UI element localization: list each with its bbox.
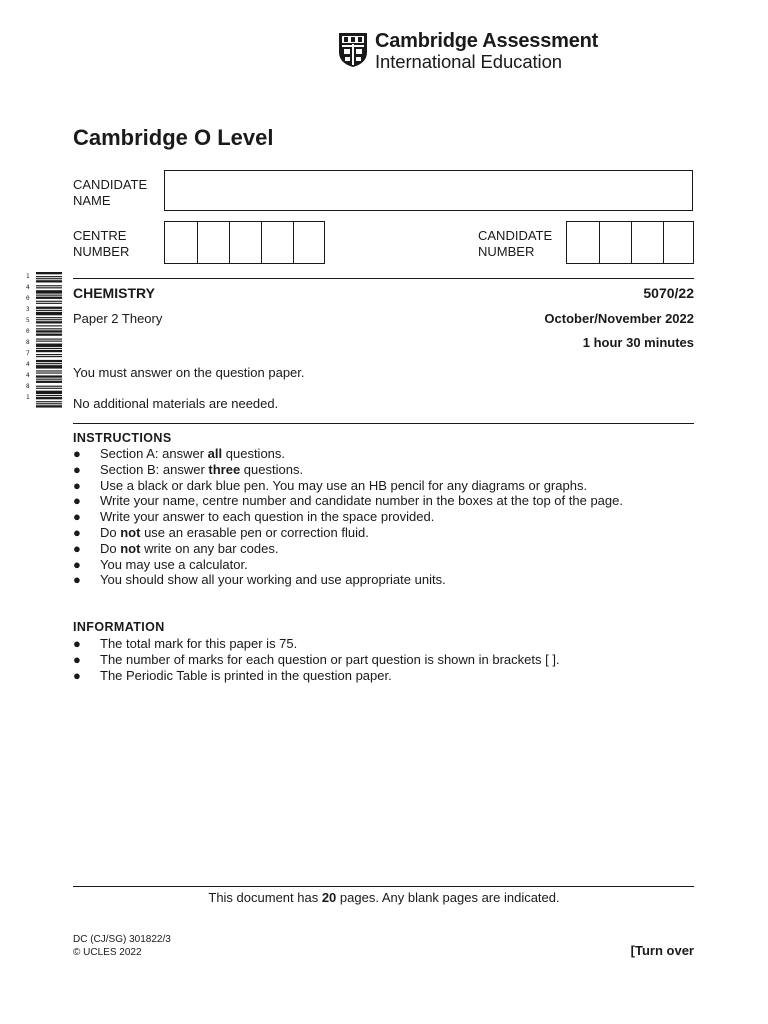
barcode-bar bbox=[36, 360, 62, 362]
list-item: ● The Periodic Table is printed in the question paper. bbox=[73, 667, 392, 683]
exam-duration: 1 hour 30 minutes bbox=[582, 335, 694, 350]
barcode-digit: 0 bbox=[26, 328, 30, 335]
barcode-bar bbox=[36, 401, 62, 402]
barcode-bar bbox=[36, 301, 62, 302]
answer-note: You must answer on the question paper. bbox=[73, 365, 305, 380]
barcode-bar bbox=[36, 379, 62, 380]
cambridge-crest-icon bbox=[338, 32, 368, 68]
digit-box[interactable] bbox=[262, 222, 294, 263]
barcode-bar bbox=[36, 356, 62, 357]
barcode-bar bbox=[36, 278, 62, 279]
list-item: ● You may use a calculator. bbox=[73, 556, 248, 572]
list-item: ● Write your name, centre number and candidate number in the boxes at the top of the page. bbox=[73, 493, 623, 509]
list-item: ● You should show all your working and use appropriate units. bbox=[73, 572, 446, 588]
paper-code: 5070/22 bbox=[643, 285, 694, 301]
digit-box[interactable] bbox=[198, 222, 230, 263]
barcode-bar bbox=[36, 319, 62, 320]
barcode-bar bbox=[36, 381, 62, 383]
digit-box[interactable] bbox=[600, 222, 632, 263]
list-item: ● Do not write on any bar codes. bbox=[73, 540, 279, 556]
instructions-heading: INSTRUCTIONS bbox=[73, 431, 172, 445]
list-item: ● The number of marks for each question or part question is shown in brackets [ ]. bbox=[73, 651, 560, 667]
barcode-bar bbox=[36, 365, 62, 368]
digit-box[interactable] bbox=[230, 222, 262, 263]
barcode-bar bbox=[36, 330, 62, 332]
candidate-number-field[interactable] bbox=[566, 221, 694, 264]
digit-box[interactable] bbox=[632, 222, 664, 263]
barcode-bar bbox=[36, 372, 62, 373]
list-item: ● Section B: answer three questions. bbox=[73, 461, 304, 477]
digit-box[interactable] bbox=[567, 222, 600, 263]
barcode-bar bbox=[36, 285, 62, 286]
barcode-bar bbox=[36, 348, 62, 349]
logo-line-2: International Education bbox=[375, 51, 562, 72]
barcode-digit: 7 bbox=[26, 350, 30, 357]
barcode-bar bbox=[36, 328, 62, 329]
materials-note: No additional materials are needed. bbox=[73, 396, 279, 411]
barcode-digit: 0 bbox=[26, 295, 30, 302]
barcode-digit: 8 bbox=[26, 339, 30, 346]
barcode-bar bbox=[36, 344, 62, 347]
barcode-bar bbox=[36, 334, 62, 336]
information-list bbox=[73, 636, 560, 683]
logo-line-1: Cambridge Assessment bbox=[375, 30, 599, 52]
centre-number-field[interactable] bbox=[164, 221, 325, 264]
barcode-bar bbox=[36, 280, 62, 282]
barcode-bar bbox=[36, 339, 62, 340]
barcode-digit: 4 bbox=[26, 372, 30, 379]
candidate-name-field[interactable] bbox=[164, 170, 693, 211]
list-item: ● Use a black or dark blue pen. You may use an HB pencil for any diagrams or graphs. bbox=[73, 477, 588, 493]
barcode-bar bbox=[36, 403, 62, 404]
barcode-bar bbox=[36, 297, 62, 299]
divider bbox=[73, 278, 694, 279]
barcode-bar bbox=[36, 325, 62, 326]
barcode-bar bbox=[36, 370, 62, 371]
barcode-bar bbox=[36, 303, 62, 304]
list-item: ● Section A: answer all questions. bbox=[73, 446, 286, 461]
barcode-digit: 5 bbox=[26, 317, 30, 324]
barcode-digit: 3 bbox=[26, 306, 30, 313]
barcode-bar bbox=[36, 290, 62, 293]
list-item: ● Do not use an erasable pen or correction fluid. bbox=[73, 524, 369, 540]
information-heading: INFORMATION bbox=[73, 620, 165, 634]
barcode-bar bbox=[36, 321, 62, 323]
barcode-digit: 1 bbox=[26, 394, 30, 401]
document-reference: DC (CJ/SG) 301822/3 © UCLES 2022 bbox=[73, 934, 171, 958]
barcode-digit: 4 bbox=[26, 361, 30, 368]
barcode-bar bbox=[36, 350, 62, 352]
digit-box[interactable] bbox=[664, 222, 693, 263]
candidate-number-label: CANDIDATE NUMBER bbox=[478, 228, 553, 259]
barcode-bar bbox=[36, 391, 62, 394]
barcode-bar bbox=[36, 395, 62, 396]
barcode-bar bbox=[36, 397, 62, 399]
qualification-title: Cambridge O Level bbox=[73, 125, 274, 150]
barcode-bar bbox=[36, 312, 62, 315]
page-count-note: This document has 20 pages. Any blank pages are indicated. bbox=[208, 890, 560, 905]
barcode-bar bbox=[36, 310, 62, 311]
barcode-bar bbox=[36, 405, 62, 407]
turn-over: [Turn over bbox=[630, 943, 694, 958]
barcode-bar bbox=[36, 363, 62, 364]
barcode-bar bbox=[36, 287, 62, 288]
barcode bbox=[24, 270, 64, 410]
barcode-bar bbox=[36, 375, 62, 377]
barcode-digit: 1 bbox=[26, 273, 30, 280]
barcode-digit: 4 bbox=[26, 284, 30, 291]
centre-number-label: CENTRE NUMBER bbox=[73, 228, 130, 259]
barcode-bar bbox=[36, 388, 62, 389]
barcode-bar bbox=[36, 317, 62, 318]
list-item: ● Write your answer to each question in the space provided. bbox=[73, 509, 435, 525]
barcode-bar bbox=[36, 307, 62, 309]
digit-box[interactable] bbox=[165, 222, 198, 263]
barcode-bar bbox=[36, 272, 62, 274]
divider bbox=[73, 423, 694, 424]
barcode-bar bbox=[36, 354, 62, 355]
subject-title: CHEMISTRY bbox=[73, 285, 155, 301]
exam-session: October/November 2022 bbox=[544, 311, 694, 326]
instructions-list bbox=[73, 446, 623, 588]
barcode-bar bbox=[36, 386, 62, 387]
digit-box[interactable] bbox=[294, 222, 324, 263]
footer-divider bbox=[73, 886, 694, 887]
barcode-bar bbox=[36, 295, 62, 296]
candidate-name-label: CANDIDATE NAME bbox=[73, 177, 148, 208]
barcode-bar bbox=[36, 341, 62, 342]
paper-component: Paper 2 Theory bbox=[73, 311, 163, 326]
barcode-bar bbox=[36, 276, 62, 277]
list-item: ● The total mark for this paper is 75. bbox=[73, 636, 298, 651]
barcode-digit: 8 bbox=[26, 383, 30, 390]
